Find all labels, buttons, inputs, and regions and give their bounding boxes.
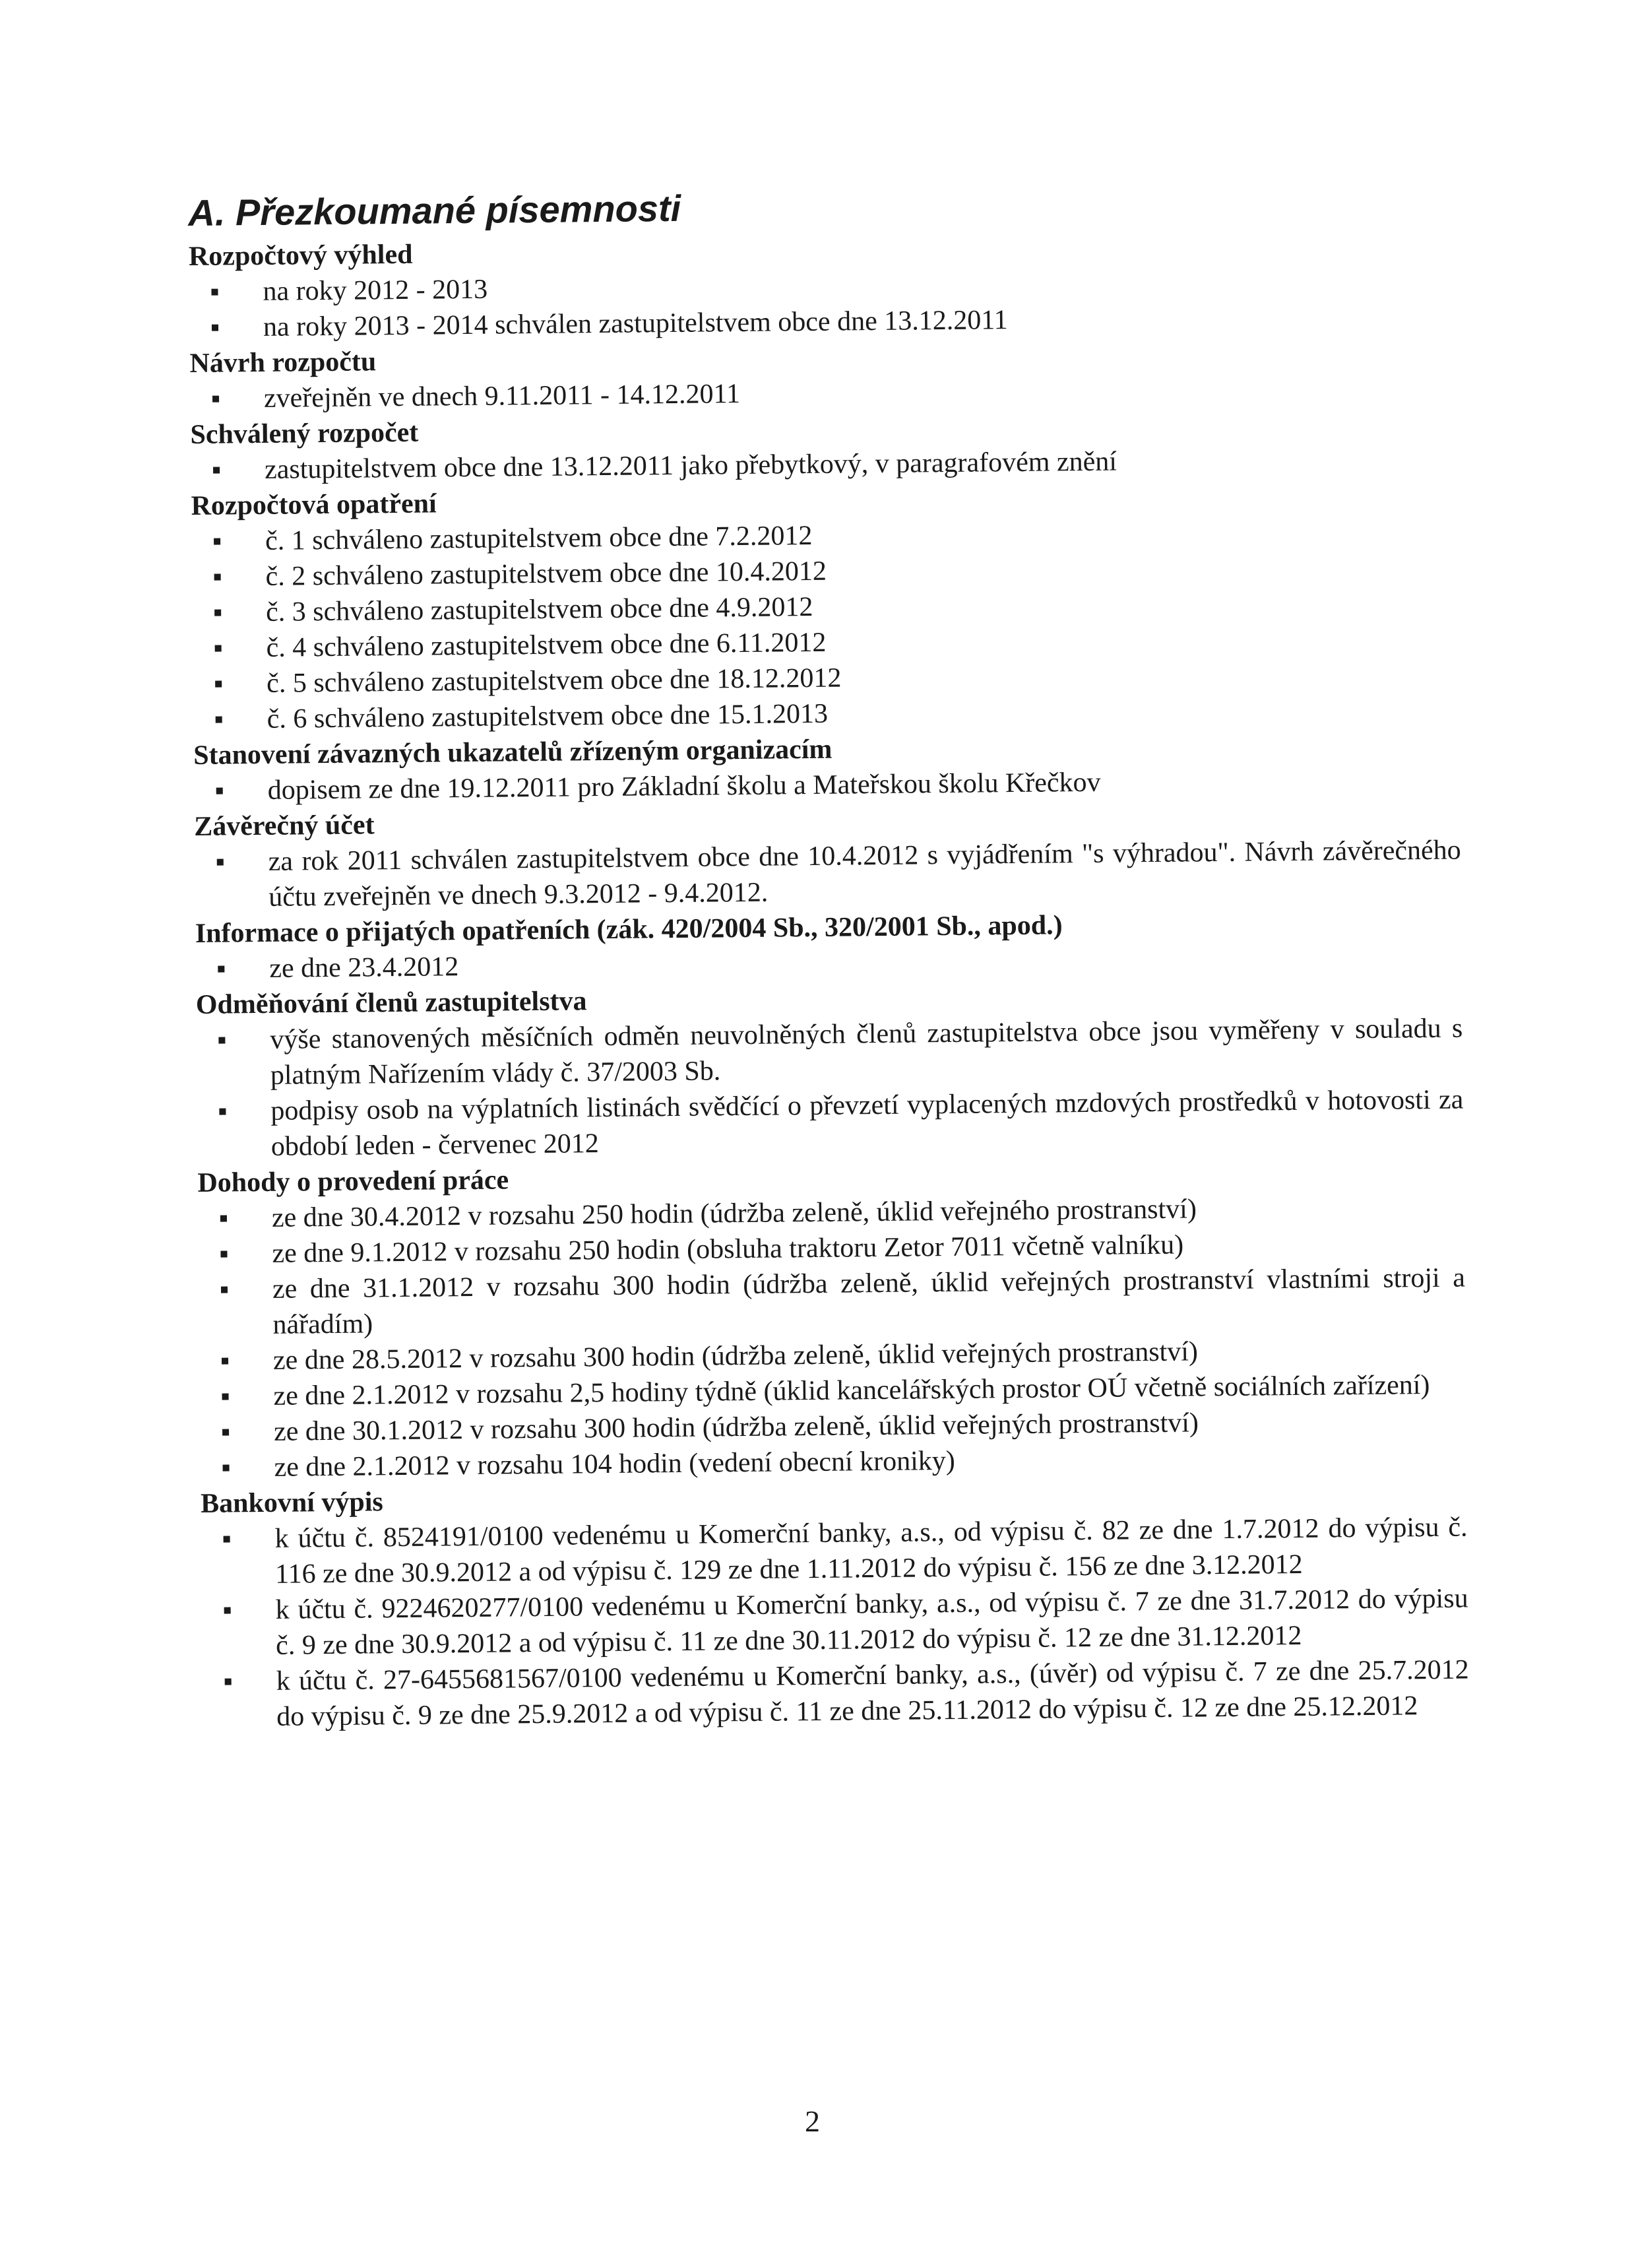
list-item-text: na roky 2012 - 2013 bbox=[263, 274, 488, 307]
list-item-text: za rok 2011 schválen zastupitelstvem obce dne 10.4.2012 s vyjádřením "s výhradou". Návrh závěrečného účtu zveřejněn ve dnech 9.3.2012 - 9.4.2012. bbox=[268, 835, 1461, 913]
list-item-text: podpisy osob na výplatních listinách svědčící o převzetí vyplacených mzdových prostředků v hotovosti za období leden - červenec 2012 bbox=[270, 1084, 1464, 1162]
document-section bbox=[201, 1474, 1470, 1735]
section-heading: Stanovení závazných ukazatelů zřízeným organizacím bbox=[193, 734, 833, 771]
list-item-text: zveřejněn ve dnech 9.11.2011 - 14.12.2011 bbox=[263, 378, 741, 414]
square-bullet-icon bbox=[224, 1536, 230, 1542]
list-item-text: ze dne 2.1.2012 v rozsahu 104 hodin (vedení obecní kroniky) bbox=[274, 1445, 956, 1483]
list-item-text: ze dne 9.1.2012 v rozsahu 250 hodin (obsluha traktoru Zetor 7011 včetně valníku) bbox=[272, 1229, 1184, 1269]
square-bullet-icon bbox=[213, 467, 220, 474]
list-item-text: ze dne 30.1.2012 v rozsahu 300 hodin (údržba zeleně, úklid veřejných prostranství) bbox=[273, 1408, 1199, 1447]
list-item-text: č. 1 schváleno zastupitelstvem obce dne 7.2.2012 bbox=[265, 520, 813, 556]
document-section bbox=[197, 1153, 1467, 1486]
list-item-text: dopisem ze dne 19.12.2011 pro Základní školu a Mateřskou školu Křečkov bbox=[267, 767, 1101, 806]
square-bullet-icon bbox=[222, 1393, 229, 1400]
sections-container bbox=[189, 227, 1470, 1735]
square-bullet-icon bbox=[214, 574, 221, 581]
square-bullet-icon bbox=[222, 1429, 229, 1435]
square-bullet-icon bbox=[220, 1251, 227, 1258]
section-item-list bbox=[191, 512, 1460, 738]
section-item-list bbox=[201, 1509, 1469, 1735]
document-section bbox=[194, 797, 1461, 916]
section-heading: Návrh rozpočtu bbox=[189, 346, 377, 379]
list-item-text: k účtu č. 9224620277/0100 vedenému u Komerční banky, a.s., od výpisu č. 7 ze dne 31.7.2012 do výpisu č. 9 ze dne 30.9.2012 a od výpisu č. 11 ze dne 30.11.2012 do výpisu č. 12 ze dne 31.12.2012 bbox=[275, 1583, 1468, 1661]
document-section bbox=[190, 405, 1457, 488]
list-item bbox=[202, 1652, 1469, 1735]
section-heading: Rozpočtová opatření bbox=[191, 488, 437, 521]
square-bullet-icon bbox=[216, 717, 222, 723]
section-heading: Závěrečný účet bbox=[194, 810, 375, 842]
square-bullet-icon bbox=[218, 1037, 225, 1044]
list-item-text: ze dne 2.1.2012 v rozsahu 2,5 hodiny týdně (úklid kancelářských prostor OÚ včetně sociálních zařízení) bbox=[273, 1370, 1430, 1411]
square-bullet-icon bbox=[217, 859, 224, 866]
section-heading: Rozpočtový výhled bbox=[188, 239, 413, 272]
square-bullet-icon bbox=[222, 1357, 228, 1364]
square-bullet-icon bbox=[215, 681, 222, 688]
square-bullet-icon bbox=[215, 645, 222, 652]
page-title: A. Přezkoumané písemnosti bbox=[188, 187, 681, 234]
square-bullet-icon bbox=[219, 1109, 226, 1115]
square-bullet-icon bbox=[224, 1607, 231, 1613]
section-item-list bbox=[198, 1188, 1467, 1485]
page-number: 2 bbox=[805, 2104, 820, 2138]
square-bullet-icon bbox=[212, 325, 218, 331]
document-section bbox=[191, 476, 1460, 738]
square-bullet-icon bbox=[211, 289, 218, 296]
square-bullet-icon bbox=[212, 396, 219, 403]
square-bullet-icon bbox=[221, 1287, 228, 1293]
document-section bbox=[193, 726, 1461, 809]
list-item-text: k účtu č. 8524191/0100 vedenému u Komerční banky, a.s., od výpisu č. 82 ze dne 1.7.2012 do výpisu č. 116 ze dne 30.9.2012 a od výpisu č. 129 ze dne 1.11.2012 do výpisu č. 156 ze dne 3.12.2012 bbox=[274, 1512, 1468, 1590]
list-item bbox=[197, 1082, 1464, 1165]
square-bullet-icon bbox=[218, 966, 224, 973]
section-heading: Informace o přijatých opatřeních (zák. 420/2004 Sb., 320/2001 Sb., apod.) bbox=[195, 910, 1063, 949]
list-item-text: č. 3 schváleno zastupitelstvem obce dne 4.9.2012 bbox=[265, 591, 813, 628]
list-item bbox=[201, 1580, 1468, 1664]
list-item-text: ze dne 30.4.2012 v rozsahu 250 hodin (údržba zeleně, úklid veřejného prostranství) bbox=[271, 1194, 1197, 1233]
list-item-text: č. 4 schváleno zastupitelstvem obce dne 6.11.2012 bbox=[266, 627, 827, 663]
square-bullet-icon bbox=[223, 1464, 230, 1471]
list-item-text: č. 6 schváleno zastupitelstvem obce dne 15.1.2013 bbox=[267, 698, 829, 734]
square-bullet-icon bbox=[220, 1215, 227, 1222]
list-item bbox=[195, 833, 1462, 916]
square-bullet-icon bbox=[214, 610, 221, 616]
list-item bbox=[199, 1260, 1466, 1343]
list-item-text: zastupitelstvem obce dne 13.12.2011 jako přebytkový, v paragrafovém znění bbox=[264, 446, 1117, 485]
list-item-text: výše stanovených měsíčních odměn neuvolněných členů zastupitelstva obce jsou vyměřeny v souladu s platným Nařízením vlády č. 37/2003 Sb. bbox=[270, 1013, 1463, 1091]
document-section bbox=[189, 227, 1456, 346]
list-item-text: ze dne 31.1.2012 v rozsahu 300 hodin (údržba zeleně, úklid veřejných prostranství vlastními stroji a nářadím) bbox=[272, 1262, 1466, 1340]
square-bullet-icon bbox=[216, 788, 223, 794]
list-item-text: ze dne 23.4.2012 bbox=[269, 952, 459, 984]
section-heading: Schválený rozpočet bbox=[190, 417, 419, 450]
section-item-list bbox=[195, 833, 1462, 916]
section-heading: Bankovní výpis bbox=[200, 1487, 383, 1519]
list-item-text: ze dne 28.5.2012 v rozsahu 300 hodin (údržba zeleně, úklid veřejných prostranství) bbox=[272, 1336, 1199, 1376]
document-content bbox=[188, 178, 1469, 1735]
list-item bbox=[196, 1011, 1463, 1094]
section-item-list bbox=[196, 1011, 1464, 1165]
section-heading: Odměňování členů zastupitelstva bbox=[195, 986, 587, 1020]
list-item bbox=[201, 1509, 1468, 1592]
document-section bbox=[196, 975, 1464, 1165]
square-bullet-icon bbox=[214, 538, 220, 545]
list-item-text: na roky 2013 - 2014 schválen zastupitelstvem obce dne 13.12.2011 bbox=[263, 305, 1008, 342]
list-item-text: č. 2 schváleno zastupitelstvem obce dne 10.4.2012 bbox=[265, 556, 827, 592]
list-item-text: č. 5 schváleno zastupitelstvem obce dne 18.12.2012 bbox=[266, 663, 842, 699]
document-section bbox=[195, 904, 1463, 987]
list-item-text: k účtu č. 27-6455681567/0100 vedenému u Komerční banky, a.s., (úvěr) od výpisu č. 7 ze dne 25.7.2012 do výpisu č. 9 ze dne 25.9.2012 a od výpisu č. 11 ze dne 25.11.2012 do výpisu č. 12 ze dne 25.12.2012 bbox=[276, 1654, 1469, 1732]
square-bullet-icon bbox=[225, 1678, 232, 1685]
section-heading: Dohody o provedení práce bbox=[197, 1165, 509, 1198]
document-section bbox=[189, 334, 1457, 417]
section-item-list bbox=[189, 263, 1456, 346]
